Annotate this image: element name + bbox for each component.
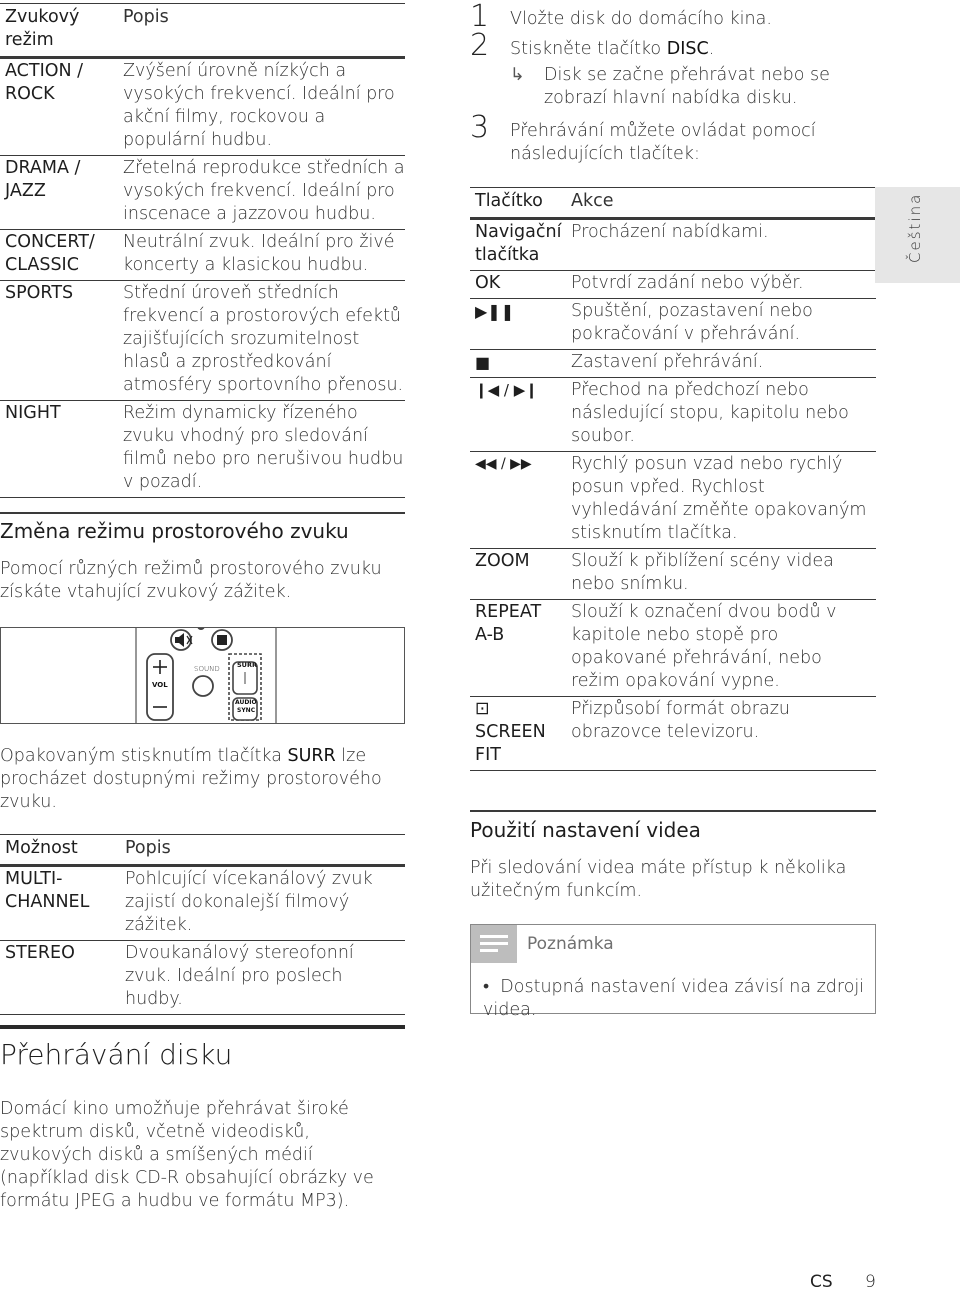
- step-text: Vložte disk do domácího kina.: [510, 9, 772, 29]
- column-header-button: Tlačítko: [470, 188, 571, 219]
- table-row: [470, 378, 876, 452]
- mode-name: DRAMA / JAZZ: [0, 156, 123, 230]
- button-action: Slouží k označení dvou bodů v kapitole nebo stopě pro opakované přehrávání, nebo režim opakování vypne.: [571, 600, 876, 697]
- button-name: REPEAT A-B: [470, 600, 571, 697]
- video-intro: Při sledování videa máte přístup k několika užitečným funkcím.: [470, 858, 847, 901]
- step-result: Disk se začne přehrávat nebo se zobrazí hlavní nabídka disku.: [544, 65, 830, 108]
- surr-label: SURR: [237, 661, 257, 669]
- column-header-action: Akce: [571, 188, 876, 219]
- table-row: [0, 230, 405, 281]
- table-row: [470, 697, 876, 771]
- mode-name: NIGHT: [0, 401, 123, 498]
- mode-description: Režim dynamicky řízeného zvuku vhodný pro sledování filmů nebo pro nerušivou hudbu v pozadí.: [123, 401, 405, 498]
- surround-intro: Pomocí různých režimů prostorového zvuku získáte vtahující zvukový zážitek.: [0, 559, 382, 602]
- mode-description: Zřetelná reprodukce středních a vysokých frekvencí. Ideální pro inscenace a jazzovou hudbu.: [123, 156, 405, 230]
- section-divider: [0, 512, 405, 514]
- disc-body: Domácí kino umožňuje přehrávat široké spektrum disků, včetně videodisků, zvukových disků a smíšených médií (například disk CD-R obsahující obrázky ve formátu JPEG a hudbu ve formátu MP3).: [0, 1099, 374, 1211]
- note-icon: [471, 925, 517, 963]
- button-action: Přizpůsobí formát obrazu obrazovce televizoru.: [571, 697, 876, 771]
- button-action: Potvrdí zadání nebo výběr.: [571, 271, 876, 299]
- button-action: Přechod na předchozí nebo následující stopu, kapitolu nebo soubor.: [571, 378, 876, 452]
- sound-mode-table: [0, 3, 405, 498]
- sync-label: SYNC: [237, 707, 256, 714]
- mode-description: Zvýšení úrovně nízkých a vysokých frekvencí. Ideální pro akční filmy, rockovou a populární hudbu.: [123, 58, 405, 156]
- footer-language: CS: [810, 1272, 833, 1290]
- surround-heading: Změna režimu prostorového zvuku: [0, 519, 349, 543]
- buttons-table: [470, 187, 876, 771]
- surr-key: SURR: [287, 746, 336, 766]
- bullet-icon: •: [483, 977, 490, 997]
- vol-label: VOL: [152, 681, 168, 689]
- column-header-mode: Zvukový režim: [0, 4, 123, 58]
- option-description: Dvoukanálový stereofonní zvuk. Ideální pro poslech hudby.: [125, 941, 405, 1015]
- note-box: [470, 924, 876, 1020]
- remote-drawing: [1, 628, 405, 724]
- step-number: 3: [470, 110, 490, 145]
- screen-fit-icon: ⊡ SCREEN FIT: [470, 697, 571, 771]
- table-row: [0, 941, 405, 1015]
- table-row: [0, 156, 405, 230]
- step-text: Přehrávání můžete ovládat pomocí následujících tlačítek:: [510, 121, 816, 164]
- option-name: STEREO: [0, 941, 125, 1015]
- mode-description: Neutrální zvuk. Ideální pro živé koncerty a klasickou hudbu.: [123, 230, 405, 281]
- prev-next-icon: ❙◀ / ▶❙: [470, 378, 571, 452]
- table-row: [0, 401, 405, 498]
- option-name: MULTI- CHANNEL: [0, 866, 125, 941]
- result-arrow-icon: ↳: [510, 65, 525, 85]
- mode-name: ACTION / ROCK: [0, 58, 123, 156]
- option-description: Pohlcující vícekanálový zvuk zajistí dokonalejší filmový zážitek.: [125, 866, 405, 941]
- note-title: Poznámka: [527, 934, 614, 954]
- option-table: [0, 834, 405, 1015]
- mode-description: Střední úroveň středních frekvencí a prostorových efektů zajišťujících srozumitelnost hlasů a zprostředkování atmosféry sportovního přenosu.: [123, 281, 405, 401]
- mode-name: CONCERT/ CLASSIC: [0, 230, 123, 281]
- table-row: [470, 350, 876, 378]
- column-header-description: Popis: [123, 4, 405, 58]
- stop-icon: ■: [470, 350, 571, 378]
- table-row: [470, 219, 876, 271]
- button-action: Rychlý posun vzad nebo rychlý posun vpřed. Rychlost vyhledávání změňte opakovaným stisknutím tlačítka.: [571, 452, 876, 549]
- table-row: [470, 549, 876, 600]
- table-row: [470, 299, 876, 350]
- page-number: 9: [865, 1272, 876, 1290]
- step-number: 1: [470, 0, 490, 34]
- table-row: [0, 281, 405, 401]
- remote-control-illustration: [0, 627, 405, 724]
- table-row: [470, 452, 876, 549]
- play-pause-icon: ▶❚❚: [470, 299, 571, 350]
- audio-label: AUDIO: [235, 699, 257, 706]
- column-header-option: Možnost: [0, 835, 125, 866]
- section-divider: [0, 1025, 405, 1029]
- language-tab: [875, 187, 960, 283]
- button-name: Navigační tlačítka: [470, 219, 571, 271]
- sound-label: SOUND: [194, 665, 220, 673]
- button-name: ZOOM: [470, 549, 571, 600]
- video-heading: Použití nastavení videa: [470, 818, 701, 842]
- table-row: [470, 271, 876, 299]
- table-row: [470, 600, 876, 697]
- table-row: [0, 866, 405, 941]
- button-action: Spuštění, pozastavení nebo pokračování v přehrávání.: [571, 299, 876, 350]
- disc-heading: Přehrávání disku: [0, 1038, 233, 1071]
- language-label: Čeština: [906, 192, 924, 263]
- column-header-description: Popis: [125, 835, 405, 866]
- button-action: Slouží k přiblížení scény videa nebo snímku.: [571, 549, 876, 600]
- rewind-forward-icon: ◀◀ / ▶▶: [470, 452, 571, 549]
- step-number: 2: [470, 28, 490, 63]
- button-action: Procházení nabídkami.: [571, 219, 876, 271]
- step-text: Stiskněte tlačítko DISC.: [510, 39, 715, 59]
- surround-instruction: Opakovaným stisknutím tlačítka SURR lze procházet dostupnými režimy prostorového zvuku.: [0, 746, 382, 812]
- mode-name: SPORTS: [0, 281, 123, 401]
- button-name: OK: [470, 271, 571, 299]
- button-action: Zastavení přehrávání.: [571, 350, 876, 378]
- note-item: • Dostupná nastavení videa závisí na zdroji videa.: [483, 977, 865, 1020]
- disc-key: DISC: [666, 39, 709, 59]
- table-row: [0, 58, 405, 156]
- section-divider: [470, 810, 876, 812]
